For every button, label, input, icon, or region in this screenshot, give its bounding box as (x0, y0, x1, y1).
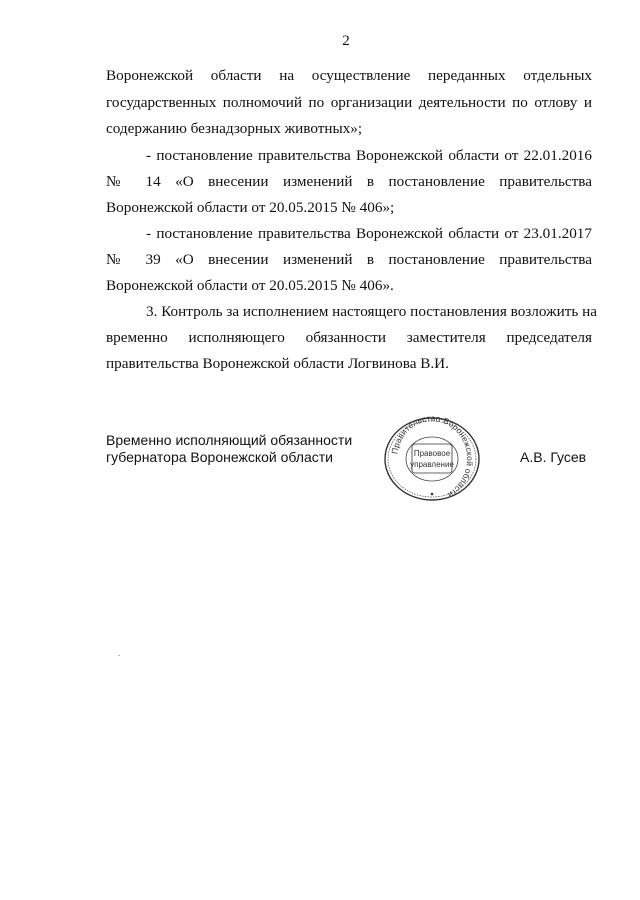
text-line: № 39 «О внесении изменений в постановление правительства (106, 251, 592, 268)
text-line: № 14 «О внесении изменений в постановление правительства (106, 173, 592, 190)
text-line: содержанию безнадзорных животных»; (106, 120, 363, 137)
text-line: - постановление правительства Воронежской области от 22.01.2016 (146, 147, 592, 164)
text-line: 3. Контроль за исполнением настоящего постановления возложить на (146, 303, 597, 320)
text-line: Воронежской области на осуществление переданных отдельных (106, 67, 592, 84)
signer-title-line: Временно исполняющий обязанности (106, 432, 353, 448)
text-line: временно исполняющего обязанности заместителя председателя (106, 329, 592, 346)
stamp-center-line: управление (410, 460, 454, 469)
signer-title-line: губернатора Воронежской области (106, 449, 333, 465)
text-line: правительства Воронежской области Логвинова В.И. (106, 355, 449, 372)
text-line: - постановление правительства Воронежской области от 23.01.2017 (146, 225, 592, 242)
stamp-dot-icon (431, 493, 434, 496)
text-line: Воронежской области от 20.05.2015 № 406». (106, 277, 394, 294)
stamp-seal (381, 414, 483, 504)
signer-title (106, 432, 352, 466)
page-number: 2 (342, 33, 350, 49)
stamp-ring-text: Правительство Воронежской области (389, 414, 476, 501)
stamp-center-line: Правовое (413, 449, 451, 458)
scan-speck (118, 655, 120, 656)
text-line: государственных полномочий по организации деятельности по отлову и (106, 94, 592, 111)
signer-name: А.В. Гусев (520, 449, 587, 465)
text-line: Воронежской области от 20.05.2015 № 406»; (106, 199, 395, 216)
